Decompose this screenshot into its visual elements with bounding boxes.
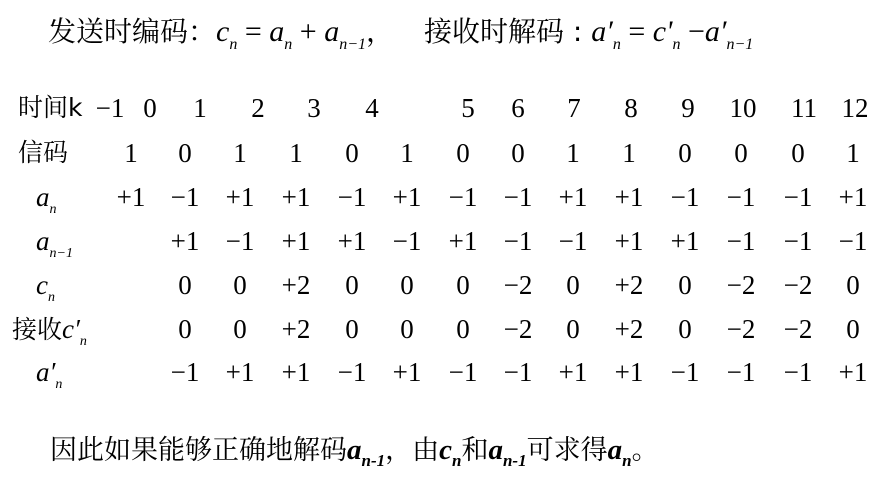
formula-sub: n xyxy=(612,36,621,53)
row-label: 时间k xyxy=(18,93,83,122)
var-sub: n-1 xyxy=(502,451,527,470)
formula-a-prime: a′ xyxy=(591,15,613,48)
table-cell: −1 xyxy=(225,226,255,256)
var-sub: n-1 xyxy=(361,451,386,470)
table-cell: +1 xyxy=(225,182,255,212)
table-cell: −1 xyxy=(448,357,478,387)
table-cell: 0 xyxy=(143,93,157,123)
formula-sub: n xyxy=(284,36,293,53)
row-label: 接收$c'_n$ xyxy=(12,314,87,349)
formula-sub: n xyxy=(672,36,681,53)
table-cell: +1 xyxy=(116,182,146,212)
table-cell: +1 xyxy=(614,226,644,256)
table-cell: −1 xyxy=(670,357,700,387)
table-cell: 0 xyxy=(345,138,359,168)
table-cell: +1 xyxy=(448,226,478,256)
table-cell: −1 xyxy=(170,357,200,387)
formula-plus: + xyxy=(292,15,325,48)
table-cell: 0 xyxy=(791,138,805,168)
table-cell: −1 xyxy=(726,357,756,387)
table-cell: 0 xyxy=(233,314,247,344)
table-cell: −2 xyxy=(503,270,533,300)
table-cell: +1 xyxy=(838,182,868,212)
table-cell: +1 xyxy=(614,182,644,212)
table-cell: 0 xyxy=(456,270,470,300)
table-cell: 0 xyxy=(345,314,359,344)
table-cell: −1 xyxy=(337,182,367,212)
table-cell: +1 xyxy=(281,182,311,212)
table-cell: 12 xyxy=(841,93,869,123)
table-cell: 1 xyxy=(193,93,207,123)
var-a: a xyxy=(347,434,362,466)
table-cell: −1 xyxy=(783,182,813,212)
table-cell: 0 xyxy=(456,138,470,168)
table-cell: 2 xyxy=(251,93,265,123)
table-cell: 0 xyxy=(678,270,692,300)
row-label: $c_n$ xyxy=(36,270,55,305)
encode-label: 发送时编码： xyxy=(48,15,217,48)
table-cell: +2 xyxy=(614,270,644,300)
conclusion-text xyxy=(50,428,659,471)
table-cell: −1 xyxy=(726,182,756,212)
table-cell: 1 xyxy=(566,138,580,168)
table-cell: +1 xyxy=(558,357,588,387)
table-cell: +1 xyxy=(838,357,868,387)
formula-eq: = xyxy=(237,15,270,48)
table-cell: −1 xyxy=(670,182,700,212)
var-sub: n xyxy=(622,451,632,470)
table-cell: +1 xyxy=(170,226,200,256)
table-cell: +1 xyxy=(337,226,367,256)
table-cell: −1 xyxy=(726,226,756,256)
table-cell: −1 xyxy=(503,226,533,256)
row-label: $a'_n$ xyxy=(36,357,63,392)
table-row xyxy=(12,309,872,349)
var-sub: n xyxy=(452,451,462,470)
table-cell: +1 xyxy=(614,357,644,387)
table-cell: +2 xyxy=(281,270,311,300)
formula-eq: = xyxy=(620,15,653,48)
table-cell: −2 xyxy=(726,270,756,300)
table-cell: +1 xyxy=(392,357,422,387)
table-cell: −1 xyxy=(448,182,478,212)
table-cell: −2 xyxy=(783,314,813,344)
table-cell: 0 xyxy=(566,270,580,300)
table-cell: 1 xyxy=(846,138,860,168)
conclusion-part: 可求得 xyxy=(526,435,608,466)
table-cell: +2 xyxy=(614,314,644,344)
table-cell: 5 xyxy=(461,93,475,123)
formula-comma: ， xyxy=(365,15,394,48)
table-cell: 0 xyxy=(400,314,414,344)
table-cell: 6 xyxy=(511,93,525,123)
row-label: $a_n$ xyxy=(36,182,57,217)
table-cell: +1 xyxy=(392,182,422,212)
encoding-title xyxy=(48,10,753,54)
table-cell: 1 xyxy=(622,138,636,168)
table-cell: +1 xyxy=(225,357,255,387)
table-cell: +1 xyxy=(558,182,588,212)
var-c: c xyxy=(439,434,452,466)
var-a: a xyxy=(488,434,503,466)
formula-c: c xyxy=(216,15,230,48)
table-cell: 8 xyxy=(624,93,638,123)
table-cell: −1 xyxy=(838,226,868,256)
table-cell: 0 xyxy=(178,270,192,300)
table-cell: 7 xyxy=(567,93,581,123)
table-cell: 4 xyxy=(365,93,379,123)
decode-label: 接收时解码 : xyxy=(424,15,592,48)
table-cell: −1 xyxy=(337,357,367,387)
table-cell: 0 xyxy=(678,138,692,168)
table-cell: −1 xyxy=(503,357,533,387)
table-cell: 3 xyxy=(307,93,321,123)
table-cell: −2 xyxy=(503,314,533,344)
formula-sub: n−1 xyxy=(726,36,754,53)
table-cell: 0 xyxy=(511,138,525,168)
table-cell: 1 xyxy=(233,138,247,168)
formula-sub: n−1 xyxy=(339,36,366,53)
table-cell: 10 xyxy=(729,93,757,123)
table-cell: 0 xyxy=(734,138,748,168)
table-cell: −2 xyxy=(726,314,756,344)
table-row xyxy=(12,352,872,392)
table-cell: −1 xyxy=(95,93,125,123)
table-cell: 0 xyxy=(846,270,860,300)
table-cell: 9 xyxy=(681,93,695,123)
row-label: $a_{n-1}$ xyxy=(36,226,73,261)
table-cell: 0 xyxy=(846,314,860,344)
table-cell: 0 xyxy=(678,314,692,344)
table-cell: −1 xyxy=(503,182,533,212)
var-a: a xyxy=(607,434,623,466)
table-cell: +1 xyxy=(670,226,700,256)
table-cell: +2 xyxy=(281,314,311,344)
table-cell: −1 xyxy=(558,226,588,256)
conclusion-part: 和 xyxy=(461,435,489,466)
table-cell: 11 xyxy=(791,93,817,123)
table-cell: −1 xyxy=(392,226,422,256)
table-cell: 1 xyxy=(400,138,414,168)
table-row xyxy=(12,265,872,305)
table-row xyxy=(12,221,872,261)
formula-a: a xyxy=(269,15,285,48)
conclusion-part: 因此如果能够正确地解码 xyxy=(50,435,347,466)
table-cell: 0 xyxy=(400,270,414,300)
formula-a-prime: a′ xyxy=(704,15,727,48)
table-cell: 1 xyxy=(124,138,138,168)
table-cell: 0 xyxy=(345,270,359,300)
table-cell: +1 xyxy=(281,226,311,256)
table-cell: +1 xyxy=(281,357,311,387)
conclusion-part: 。 xyxy=(631,435,659,466)
table-cell: 0 xyxy=(178,314,192,344)
table-cell: 0 xyxy=(233,270,247,300)
formula-c-prime: c' xyxy=(652,15,673,48)
table-row xyxy=(12,177,872,217)
table-cell: 0 xyxy=(566,314,580,344)
formula-sub: n xyxy=(229,36,238,53)
table-cell: −1 xyxy=(170,182,200,212)
conclusion-part: ，由 xyxy=(385,435,440,466)
table-cell: 0 xyxy=(178,138,192,168)
table-row xyxy=(12,133,872,173)
table-row xyxy=(12,88,872,128)
table-cell: −2 xyxy=(783,270,813,300)
table-cell: −1 xyxy=(783,357,813,387)
row-label: 信码 xyxy=(18,138,69,167)
table-cell: 0 xyxy=(456,314,470,344)
formula-a: a xyxy=(324,15,340,48)
table-cell: −1 xyxy=(783,226,813,256)
formula-minus: − xyxy=(680,15,705,48)
table-cell: 1 xyxy=(289,138,303,168)
